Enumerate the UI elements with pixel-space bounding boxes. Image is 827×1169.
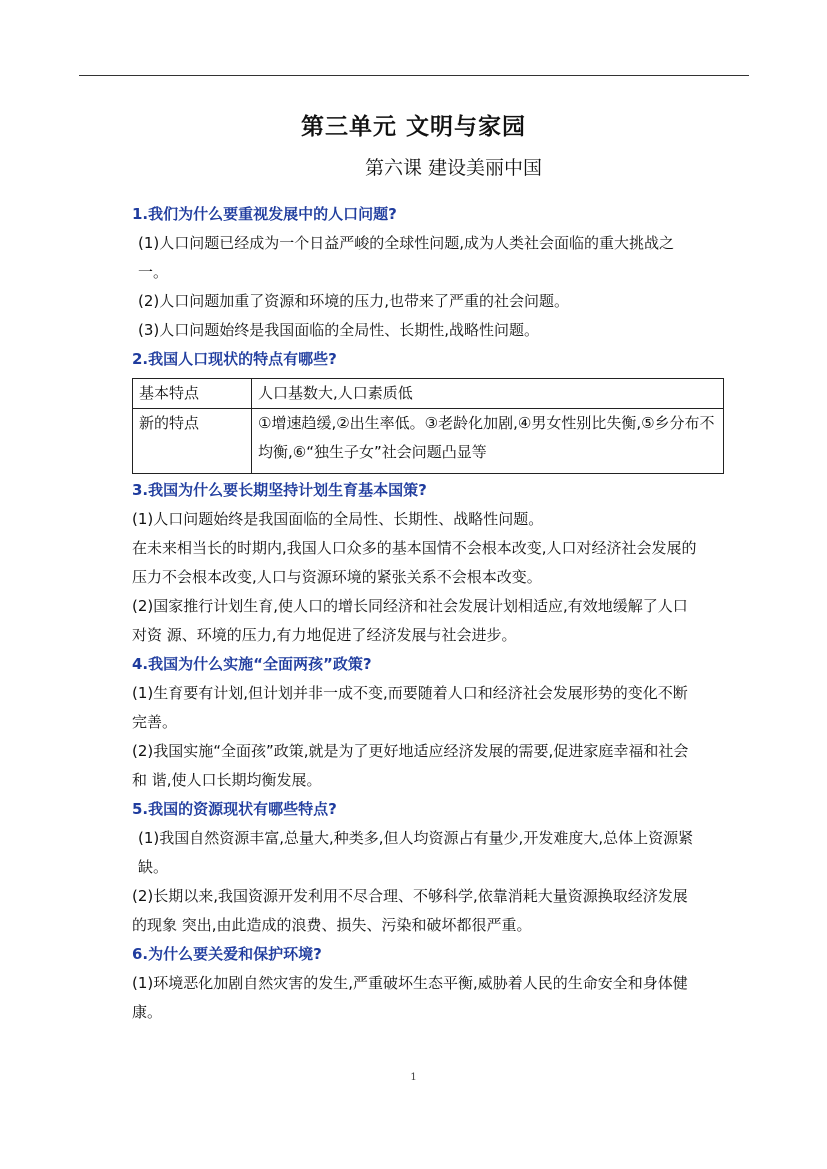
question-heading: 3.我国为什么要长期坚持计划生育基本国策? (132, 481, 427, 499)
question-heading: 4.我国为什么实施“全面两孩”政策? (132, 655, 372, 673)
header-rule (79, 75, 749, 76)
question-heading: 1.我们为什么要重视发展中的人口问题? (132, 205, 397, 223)
unit-title: 第三单元 文明与家园 (300, 114, 526, 140)
question-heading: 6.为什么要关爱和保护环境? (132, 945, 322, 963)
population-features-table (132, 378, 724, 474)
table-cell-value: 人口基数大,人口素质低 (252, 379, 724, 409)
table-row (133, 379, 724, 409)
answer-paragraph: (1)人口问题始终是我国面临的全局性、长期性、战略性问题。 (132, 510, 544, 528)
answer-paragraph: (2)国家推行计划生育,使人口的增长同经济和社会发展计划相适应,有效地缓解了人口对资 源、环境的压力,有力地促进了经济发展与社会进步。 (132, 597, 688, 644)
answer-paragraph: (1)环境恶化加剧自然灾害的发生,严重破坏生态平衡,威胁着人民的生命安全和身体健康。 (132, 974, 688, 1021)
answer-paragraph: (1)人口问题已经成为一个日益严峻的全球性问题,成为人类社会面临的重大挑战之一。 (138, 234, 675, 281)
table-cell-label: 基本特点 (133, 379, 252, 409)
answer-paragraph: 在未来相当长的时期内,我国人口众多的基本国情不会根本改变,人口对经济社会发展的 压力不会根本改变,人口与资源环境的紧张关系不会根本改变。 (132, 539, 697, 586)
answer-paragraph: (1)生育要有计划,但计划并非一成不变,而要随着人口和经济社会发展形势的变化不断完善。 (132, 684, 688, 731)
document-body (132, 200, 715, 1027)
answer-paragraph: (2)我国实施“全面孩”政策,就是为了更好地适应经济发展的需要,促进家庭幸福和社会和 谐,使人口长期均衡发展。 (132, 742, 689, 789)
table-cell-value: ①增速趋缓,②出生率低。③老龄化加剧,④男女性别比失衡,⑤乡分布不均衡,⑥“独生子女”社会问题凸显等 (252, 409, 724, 474)
question-heading: 5.我国的资源现状有哪些特点? (132, 800, 337, 818)
answer-paragraph: (3)人口问题始终是我国面临的全局性、长期性,战略性问题。 (138, 321, 540, 339)
answer-paragraph: (2)长期以来,我国资源开发利用不尽合理、不够科学,依靠消耗大量资源换取经济发展的现象 突出,由此造成的浪费、损失、污染和破坏都很严重。 (132, 887, 688, 934)
question-heading: 2.我国人口现状的特点有哪些? (132, 350, 337, 368)
lesson-title: 第六课 建设美丽中国 (364, 157, 543, 179)
table-cell-label: 新的特点 (133, 409, 252, 474)
answer-paragraph: (2)人口问题加重了资源和环境的压力,也带来了严重的社会问题。 (138, 292, 570, 310)
table-row (133, 409, 724, 474)
page-number: 1 (410, 1072, 417, 1083)
answer-paragraph: (1)我国自然资源丰富,总量大,种类多,但人均资源占有量少,开发难度大,总体上资源紧缺。 (138, 829, 694, 876)
